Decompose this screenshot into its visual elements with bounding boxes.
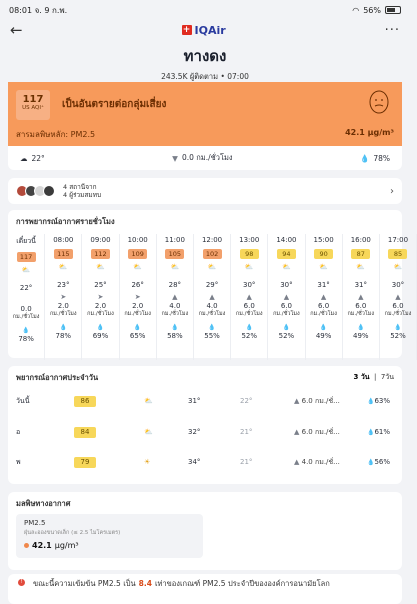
hour-aqi-chip: 112 <box>91 249 110 259</box>
hour-time: 14:00 <box>276 236 297 244</box>
hour-temp: 31° <box>317 281 330 289</box>
hour-time: 08:00 <box>53 236 74 244</box>
hour-wind: 4.0 <box>206 302 218 310</box>
toggle-3-days[interactable]: 3 วัน <box>353 373 370 381</box>
partly-cloudy-icon: ⛅ <box>170 263 180 271</box>
humidity-drop-icon: 💧 <box>366 429 375 436</box>
hour-column <box>45 234 82 360</box>
contributors-count: 4 ผู้ร่วมสมทบ <box>63 191 102 199</box>
wifi-icon: ◠ <box>352 5 360 15</box>
wind-direction-icon: ➤ <box>97 293 104 301</box>
hour-wind-unit: กม./ชั่วโมง <box>124 311 151 317</box>
hour-wind: 4.0 <box>169 302 181 310</box>
partly-cloudy-icon: ⛅ <box>207 263 217 271</box>
aqi-card[interactable] <box>8 82 402 170</box>
hour-time: 10:00 <box>127 236 148 244</box>
pm25-unit: µg/m³ <box>54 541 79 550</box>
partly-cloudy-icon: ⛅ <box>356 263 366 271</box>
hour-column <box>157 234 194 360</box>
wind-direction-icon: ▲ <box>172 293 178 301</box>
partly-cloudy-icon: ⛅ <box>244 263 254 271</box>
hour-humidity: 52% <box>390 332 406 340</box>
status-bar <box>0 0 410 20</box>
hour-wind: 6.0 <box>243 302 255 310</box>
hour-humidity: 52% <box>278 332 295 340</box>
wind-direction-icon: ▲ <box>358 293 364 301</box>
hour-aqi-chip: 90 <box>314 249 333 259</box>
day-high-temp: 34° <box>188 458 201 466</box>
hour-temp: 25° <box>94 281 107 289</box>
humidity-drop-icon: 💧 <box>171 324 179 331</box>
humidity-drop-icon: 💧 <box>96 324 105 331</box>
hour-column <box>8 234 45 360</box>
day-wind: ▲ 6.0 กม./ชั่... <box>294 427 340 436</box>
wind-direction-icon: ▲ <box>320 293 327 301</box>
day-aqi-chip: 79 <box>74 457 96 468</box>
hour-aqi-chip: 85 <box>388 249 407 259</box>
hour-aqi-chip: 109 <box>128 249 147 259</box>
partly-cloudy-icon: ⛅ <box>144 397 153 405</box>
humidity-drop-icon: 💧 <box>359 153 370 163</box>
hour-time: 09:00 <box>90 236 111 244</box>
contributor-avatars <box>16 185 55 197</box>
hour-humidity: 65% <box>129 332 146 340</box>
face-mask-icon <box>368 90 390 114</box>
hour-temp: 30° <box>243 281 256 289</box>
hour-column <box>194 234 231 360</box>
level-dot-icon <box>24 543 29 548</box>
hour-wind: 2.0 <box>57 302 69 310</box>
humidity-drop-icon: 💧 <box>357 324 365 331</box>
hour-aqi-chip: 117 <box>17 252 36 262</box>
day-humidity: 💧56% <box>366 458 390 466</box>
pm25-description: ฝุ่นละอองขนาดเล็ก (≤ 2.5 ไมโครเมตร) <box>24 530 121 536</box>
hour-temp: 23° <box>57 281 70 289</box>
day-humidity: 💧61% <box>366 428 390 436</box>
hour-column <box>343 234 380 360</box>
hour-temp: 30° <box>391 281 405 289</box>
hour-humidity: 52% <box>241 332 257 340</box>
hour-time: 17:00 <box>387 236 409 244</box>
hour-time: 15:00 <box>313 236 334 244</box>
hour-wind-unit: กม./ชั่วโมง <box>12 314 40 320</box>
hour-column <box>231 234 268 360</box>
hour-wind-unit: กม./ชั่วโมง <box>347 311 375 317</box>
hour-humidity: 49% <box>353 332 369 340</box>
sun-icon: ☀ <box>144 458 151 466</box>
hour-wind-unit: กม./ชั่วโมง <box>310 311 337 317</box>
day-aqi-chip: 84 <box>74 427 96 438</box>
hour-temp: 31° <box>354 281 367 289</box>
day-low-temp: 21° <box>240 458 253 466</box>
hour-wind: 6.0 <box>355 302 367 310</box>
wind-direction-icon: ▲ <box>246 293 252 301</box>
partly-cloudy-icon: ⛅ <box>144 428 153 436</box>
hour-wind: 0.0 <box>20 305 32 313</box>
partly-cloudy-icon: ⛅ <box>96 263 105 271</box>
partly-cloudy-icon: ⛅ <box>319 263 328 271</box>
hour-wind: 6.0 <box>318 302 330 310</box>
day-wind: ▲ 6.0 กม./ชั่... <box>294 396 340 405</box>
hour-aqi-chip: 94 <box>277 249 296 259</box>
hour-time: 13:00 <box>239 236 260 244</box>
day-high-temp: 32° <box>188 428 201 436</box>
stations-count: 4 สถานีจาก <box>63 183 97 191</box>
humidity-drop-icon: 💧 <box>22 327 30 334</box>
hour-wind-unit: กม./ชั่วโมง <box>161 311 189 317</box>
brand-logo <box>182 24 226 37</box>
partly-cloudy-icon: ⛅ <box>133 263 143 271</box>
pollutants-title: มลพิษทางอากาศ <box>16 499 71 508</box>
humidity-drop-icon: 💧 <box>133 324 142 331</box>
daily-row[interactable] <box>16 452 394 472</box>
hourly-forecast <box>8 210 412 358</box>
hour-wind: 6.0 <box>392 302 404 310</box>
hour-wind: 2.0 <box>132 302 144 310</box>
hourly-title: การพยากรณ์อากาศรายชั่วโมง <box>16 217 115 226</box>
wind-direction-icon: ▲ <box>283 293 290 301</box>
day-wind: ▲ 4.0 กม./ชั่... <box>294 457 340 466</box>
humidity-drop-icon: 💧 <box>366 459 375 466</box>
day-aqi-chip: 86 <box>74 396 96 407</box>
hour-wind-unit: กม./ชั่วโมง <box>384 311 412 317</box>
hour-humidity: 58% <box>167 332 183 340</box>
hour-time: 16:00 <box>350 236 371 244</box>
day-low-temp: 22° <box>240 397 253 405</box>
hour-wind-unit: กม./ชั่วโมง <box>87 311 114 317</box>
wind-direction-icon <box>8 296 44 304</box>
wind-direction-icon: ▲ <box>294 457 300 466</box>
hour-temp: 29° <box>205 281 219 289</box>
humidity-drop-icon: 💧 <box>319 324 328 331</box>
location-meta: 243.5K ผู้ติดตาม • 07:00 <box>161 72 249 81</box>
humidity-drop-icon: 💧 <box>208 324 216 331</box>
hour-time: 11:00 <box>164 236 185 244</box>
more-options-icon[interactable]: ··· <box>384 22 400 38</box>
hour-wind: 2.0 <box>94 302 107 310</box>
hour-wind: 6.0 <box>280 302 292 310</box>
main-pollutant: สารมลพิษหลัก: PM2.5 42.1 µg/m³ <box>16 128 394 139</box>
aqi-badge: 117 US AQI⁺ <box>16 90 50 120</box>
cloud-icon: ☁ <box>20 153 28 163</box>
pm25-value: 42.1 <box>32 541 52 550</box>
hour-wind-unit: กม./ชั่วโมง <box>235 311 263 317</box>
day-label: อ <box>16 427 21 436</box>
toggle-7-days[interactable]: 7วัน <box>380 373 394 381</box>
status-time: 08:01 จ. 9 ก.พ. <box>9 5 68 15</box>
daily-row[interactable] <box>16 422 394 442</box>
current-weather: ☁ 22° ▼ 0.0 กม./ชั่วโมง 💧 78% <box>20 153 390 163</box>
wind-direction-icon: ➤ <box>60 293 67 301</box>
top-nav <box>0 20 410 40</box>
daily-title: พยากรณ์อากาศประจำวัน <box>16 373 99 382</box>
day-label: พ <box>16 457 21 466</box>
pollutants-section <box>8 492 402 570</box>
daily-forecast <box>8 366 402 484</box>
humidity-drop-icon: 💧 <box>245 324 253 331</box>
hour-humidity: 55% <box>204 332 220 340</box>
alert-icon: ! <box>18 579 25 586</box>
contributors-row[interactable] <box>8 178 402 204</box>
hour-temp: 26° <box>131 281 144 289</box>
hour-temp: 30° <box>280 281 293 289</box>
day-label: วันนี้ <box>16 396 30 405</box>
humidity-drop-icon: 💧 <box>394 324 402 331</box>
hour-wind-unit: กม./ชั่วโมง <box>198 311 226 317</box>
hour-column <box>120 234 157 360</box>
pm25-name: PM2.5 <box>24 519 46 527</box>
daily-row[interactable] <box>16 391 394 411</box>
day-low-temp: 21° <box>240 428 253 436</box>
day-humidity: 💧63% <box>366 397 390 405</box>
hour-column <box>268 234 305 360</box>
hour-column <box>82 234 119 360</box>
battery-icon <box>385 6 401 14</box>
hour-aqi-chip: 98 <box>240 249 259 259</box>
hour-aqi-chip: 115 <box>54 249 73 259</box>
partly-cloudy-icon: ⛅ <box>393 263 403 271</box>
hour-aqi-chip: 105 <box>165 249 184 259</box>
hour-temp: 28° <box>168 281 182 289</box>
wind-direction-icon: ➤ <box>134 293 141 301</box>
alert-text: ขณะนี้ความเข้มข้น PM2.5 เป็น 8.4 เท่าของเกณฑ์ PM2.5 ประจำปีขององค์การอนามัยโลก <box>33 579 330 588</box>
hour-time: 12:00 <box>201 236 223 244</box>
humidity-drop-icon: 💧 <box>282 324 291 331</box>
aqi-status: เป็นอันตรายต่อกลุ่มเสี่ยง <box>62 99 167 110</box>
wind-direction-icon: ▲ <box>294 396 300 405</box>
humidity-drop-icon: 💧 <box>366 398 375 405</box>
hour-wind-unit: กม./ชั่วโมง <box>273 311 300 317</box>
hour-wind-unit: กม./ชั่วโมง <box>49 311 77 317</box>
pm25-card[interactable] <box>16 514 203 558</box>
partly-cloudy-icon: ⛅ <box>282 263 291 271</box>
who-alert <box>8 574 402 604</box>
hour-humidity: 78% <box>18 335 34 343</box>
hour-aqi-chip: 102 <box>203 249 222 259</box>
days-toggle: 3 วัน | 7วัน <box>353 373 394 381</box>
swiss-flag-icon: + <box>182 25 191 35</box>
hour-humidity: 49% <box>315 332 332 340</box>
hour-aqi-chip: 87 <box>351 249 370 259</box>
wind-direction-icon: ▲ <box>395 293 401 301</box>
hour-humidity: 78% <box>55 332 72 340</box>
hour-column <box>380 234 417 360</box>
brand-name: IQAir <box>194 23 226 37</box>
hourly-list[interactable] <box>8 234 412 360</box>
hour-time: เดี๋ยวนี้ <box>16 237 36 245</box>
chevron-right-icon: › <box>390 185 394 197</box>
hour-temp: 22° <box>19 284 33 292</box>
battery-percent: 56% <box>363 5 381 15</box>
partly-cloudy-icon: ⛅ <box>58 263 68 271</box>
humidity-drop-icon: 💧 <box>59 324 68 331</box>
partly-cloudy-icon: ⛅ <box>21 266 31 274</box>
hour-column <box>306 234 343 360</box>
wind-direction-icon: ▲ <box>209 293 215 301</box>
page-title: ทางดง <box>183 47 227 65</box>
wind-direction-icon: ▲ <box>294 427 300 436</box>
hour-humidity: 69% <box>92 332 109 340</box>
back-arrow-icon[interactable]: ← <box>10 20 23 39</box>
wind-arrow-icon: ▼ <box>172 153 178 163</box>
day-high-temp: 31° <box>188 397 201 405</box>
